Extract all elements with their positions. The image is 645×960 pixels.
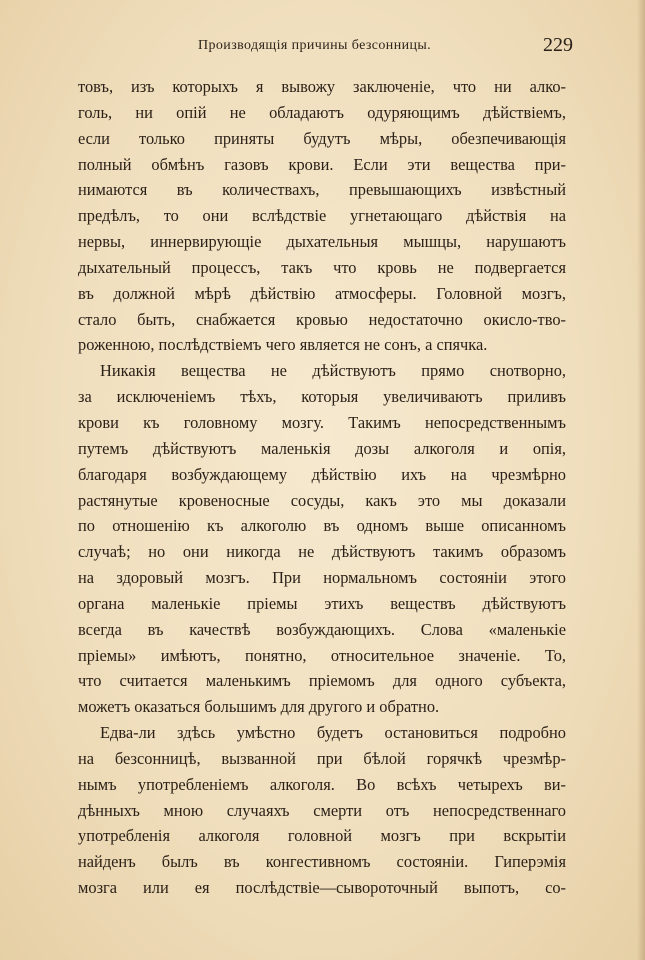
text-line: нимаются въ количествахъ, превышающихъ извѣстный (78, 180, 566, 200)
text-line: что считается маленькимъ пріемомъ для одного субъекта, (78, 671, 566, 691)
text-line: товъ, изъ которыхъ я вывожу заключеніе, что ни алко- (78, 77, 566, 96)
text-line: въ должной мѣрѣ дѣйствію атмосферы. Головной мозгъ, (78, 283, 566, 303)
text-line: мозга или ея послѣдствіе—сывороточный выпотъ, со- (78, 878, 566, 898)
text-line: органа маленькіе пріемы этихъ веществъ дѣйствуютъ (78, 593, 566, 613)
text-line: найденъ былъ въ конгестивномъ состояніи. Гиперэмія (78, 852, 566, 872)
text-line: стало быть, снабжается кровью недостаточно окисло-тво- (78, 309, 566, 329)
text-line: на здоровый мозгъ. При нормальномъ состояніи этого (78, 568, 566, 588)
text-line: Едва-ли здѣсь умѣстно будетъ остановиться подробно (100, 723, 566, 743)
text-line: за исключеніемъ тѣхъ, которыя увеличиваютъ приливъ (78, 387, 566, 407)
text-line: если только приняты будутъ мѣры, обезпечивающія (78, 128, 566, 148)
text-line: можетъ оказаться большимъ для другого и обратно. (78, 697, 440, 717)
text-line: случаѣ; но они никогда не дѣйствуютъ такимъ образомъ (78, 542, 566, 562)
running-head (76, 34, 573, 58)
body-text (78, 74, 566, 901)
text-line: дыхательный процессъ, такъ что кровь не подвергается (78, 257, 566, 277)
running-title: Производящія причины безсонницы. (198, 38, 432, 53)
text-line: путемъ дѣйствуютъ маленькія дозы алкоголя и опія, (78, 438, 566, 458)
text-line: дѣнныхъ мною случаяхъ смерти отъ непосредственнаго (78, 800, 566, 820)
text-line: нымъ употребленіемъ алкоголя. Во всѣхъ четырехъ ви- (78, 774, 566, 794)
text-line: пріемы» имѣютъ, понятно, относительное значеніе. То, (78, 645, 566, 665)
text-line: по отношенію къ алкоголю въ одномъ выше описанномъ (78, 516, 566, 536)
text-line: крови къ головному мозгу. Такимъ непосредственнымъ (78, 412, 566, 432)
text-line: предѣлъ, то они вслѣдствіе угнетающаго дѣйствія на (78, 206, 566, 226)
text-line: благодаря возбуждающему дѣйствію ихъ на чрезмѣрно (78, 464, 566, 484)
text-line: полный обмѣнъ газовъ крови. Если эти вещества при- (78, 154, 566, 174)
text-line: растянутые кровеносные сосуды, какъ это мы доказали (78, 490, 566, 510)
text-line: голь, ни опій не обладаютъ одуряющимъ дѣйствіемъ, (78, 102, 566, 122)
text-line: нервы, иннервирующіе дыхательныя мышцы, нарушаютъ (78, 232, 566, 252)
text-line: употребленія алкоголя головной мозгъ при вскрытіи (78, 826, 566, 846)
text-line: всегда въ качествѣ возбуждающихъ. Слова «маленькіе (78, 619, 566, 639)
text-line: на безсонницѣ, вызванной при бѣлой горячкѣ чрезмѣр- (78, 748, 566, 768)
page-number: 229 (543, 34, 573, 56)
text-line: Никакія вещества не дѣйствуютъ прямо снотворно, (100, 361, 566, 381)
text-line: роженною, послѣдствіемъ чего является не сонъ, а спячка. (78, 335, 488, 355)
